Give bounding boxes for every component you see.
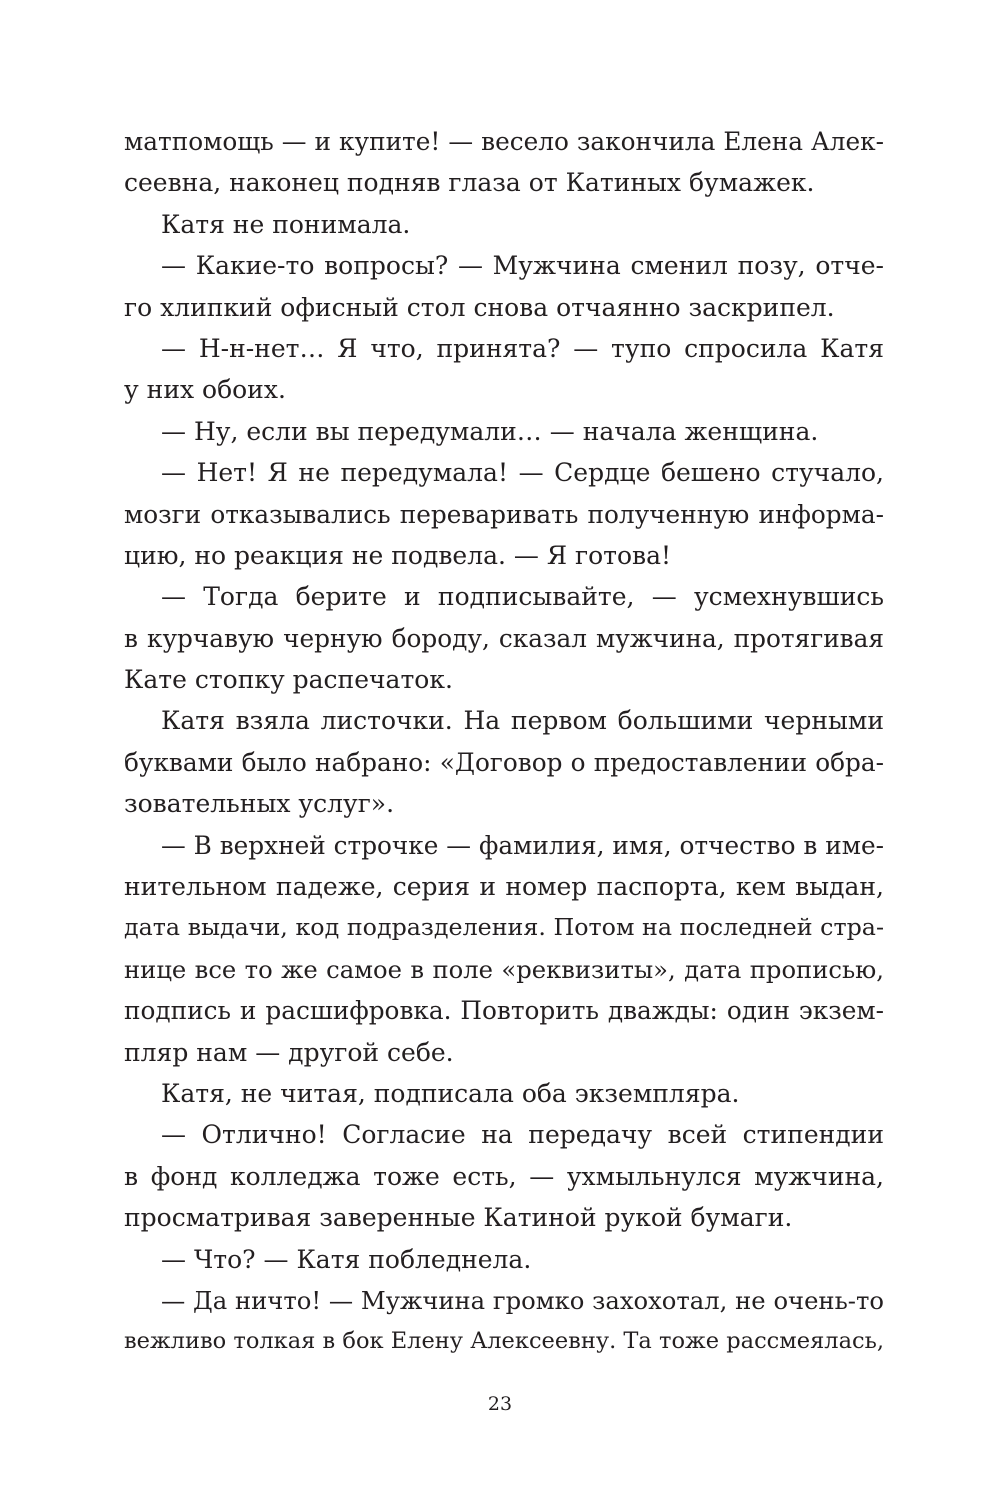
text-line: зовательных услуг». bbox=[124, 789, 395, 819]
text-line: у них обоих. bbox=[124, 375, 286, 405]
text-line: подпись и расшифровка. Повторить дважды: один экзем- bbox=[124, 996, 884, 1026]
text-line: пляр нам — другой себе. bbox=[124, 1037, 454, 1067]
page-number: 23 bbox=[487, 1393, 513, 1415]
text-line: вежливо толкая в бок Елену Алексеевну. Та тоже рассмеялась, bbox=[124, 1328, 884, 1355]
text-line: — Тогда берите и подписывайте, — усмехнувшись bbox=[161, 582, 884, 612]
text-line: Катя не понимала. bbox=[161, 209, 411, 239]
text-line: — Что? — Катя побледнела. bbox=[161, 1244, 532, 1274]
text-line: го хлипкий офисный стол снова отчаянно заскрипел. bbox=[124, 292, 835, 322]
text-line: просматривая заверенные Катиной рукой бумаги. bbox=[124, 1203, 793, 1233]
text-line: матпомощь — и купите! — весело закончила Елена Алек- bbox=[124, 127, 884, 156]
text-line: — Да ничто! — Мужчина громко захохотал, не очень-то bbox=[161, 1285, 884, 1315]
text-line: Кате стопку распечаток. bbox=[124, 665, 453, 695]
text-line: мозги отказывались переваривать полученную информа- bbox=[124, 499, 884, 529]
text-line: нице все то же самое в поле «реквизиты», дата прописью, bbox=[124, 954, 884, 984]
text-line: дата выдачи, код подразделения. Потом на последней стра- bbox=[124, 913, 884, 942]
text-line: сеевна, наконец подняв глаза от Катиных бумажек. bbox=[124, 168, 815, 198]
text-line: в фонд колледжа тоже есть, — ухмыльнулся мужчина, bbox=[124, 1161, 884, 1191]
text-line: буквами было набрано: «Договор о предоставлении обра- bbox=[124, 747, 884, 777]
text-line: — Какие-то вопросы? — Мужчина сменил позу, отче- bbox=[161, 251, 884, 281]
text-line: Катя, не читая, подписала оба экземпляра. bbox=[161, 1078, 740, 1108]
text-line: в курчавую черную бороду, сказал мужчина, протягивая bbox=[124, 623, 884, 653]
text-line: — В верхней строчке — фамилия, имя, отчество в име- bbox=[161, 830, 884, 860]
text-line: — Н-н-нет… Я что, принята? — тупо спросила Катя bbox=[161, 333, 884, 363]
text-line: цию, но реакция не подвела. — Я готова! bbox=[124, 540, 672, 570]
body-text bbox=[124, 121, 884, 1363]
text-line: нительном падеже, серия и номер паспорта, кем выдан, bbox=[124, 872, 884, 902]
text-line: — Отлично! Согласие на передачу всей стипендии bbox=[161, 1120, 884, 1150]
text-line: — Ну, если вы передумали… — начала женщина. bbox=[161, 416, 819, 446]
text-line: — Нет! Я не передумала! — Сердце бешено стучало, bbox=[161, 458, 884, 488]
text-line: Катя взяла листочки. На первом большими черными bbox=[161, 706, 884, 736]
